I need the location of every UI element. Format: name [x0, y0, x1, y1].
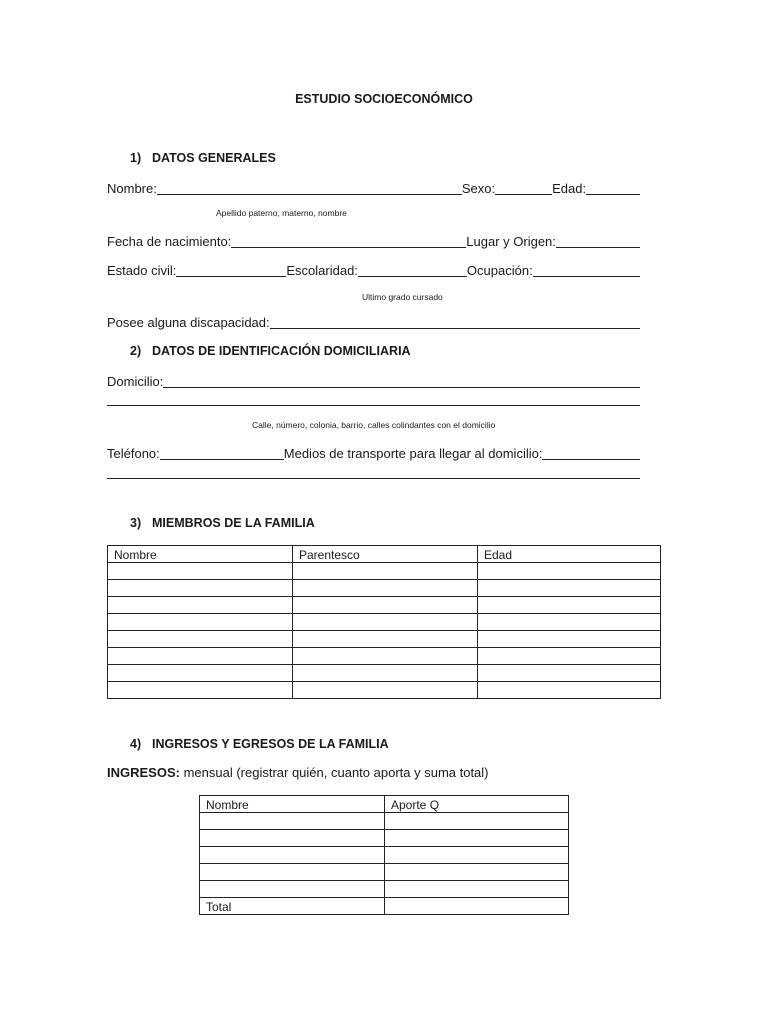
table-cell[interactable]	[293, 682, 478, 699]
lugar-origen-line[interactable]	[556, 234, 640, 248]
escolaridad-hint: Ultimo grado cursado	[362, 292, 443, 302]
table-cell[interactable]	[478, 631, 661, 648]
row-nombre	[107, 178, 640, 196]
table-row	[200, 881, 569, 898]
table-cell[interactable]	[293, 580, 478, 597]
table-cell[interactable]	[478, 563, 661, 580]
sexo-line[interactable]	[495, 181, 552, 195]
table-cell[interactable]	[293, 665, 478, 682]
total-cell[interactable]	[385, 898, 569, 915]
section-number: 2)	[130, 344, 142, 358]
table-cell[interactable]	[293, 631, 478, 648]
domicilio-line[interactable]	[163, 374, 640, 388]
table-cell[interactable]	[108, 665, 293, 682]
table-cell[interactable]	[293, 648, 478, 665]
row-telefono	[107, 443, 640, 461]
transporte-line[interactable]	[542, 446, 640, 460]
telefono-label: Teléfono:	[107, 446, 160, 461]
table-cell[interactable]	[385, 847, 569, 864]
table-row	[108, 580, 661, 597]
table-cell[interactable]	[108, 563, 293, 580]
table-cell[interactable]	[108, 631, 293, 648]
table-row	[108, 665, 661, 682]
table-row	[200, 864, 569, 881]
domicilio-label: Domicilio:	[107, 374, 164, 389]
familia-table	[107, 545, 661, 699]
estado-civil-label: Estado civil:	[107, 263, 177, 278]
table-row	[200, 847, 569, 864]
row-discapacidad	[107, 312, 640, 330]
table-cell[interactable]	[293, 597, 478, 614]
header-edad: Edad	[478, 546, 661, 563]
section-identificacion-domiciliaria	[130, 344, 411, 358]
table-row	[108, 682, 661, 699]
section-miembros-familia	[130, 516, 315, 530]
header-aporte: Aporte Q	[385, 796, 569, 813]
section-label: INGRESOS Y EGRESOS DE LA FAMILIA	[152, 737, 389, 751]
sexo-label: Sexo:	[461, 181, 496, 196]
section-label: DATOS DE IDENTIFICACIÓN DOMICILIARIA	[152, 344, 411, 358]
table-row	[108, 648, 661, 665]
domicilio-hint: Calle, número, colonia, barrio, calles colindantes con el domicilio	[252, 420, 496, 430]
ingresos-text: mensual (registrar quién, cuanto aporta y suma total)	[179, 765, 489, 780]
table-cell[interactable]	[293, 563, 478, 580]
nombre-label: Nombre:	[107, 181, 157, 196]
table-cell[interactable]	[200, 847, 385, 864]
table-cell[interactable]	[293, 614, 478, 631]
table-cell[interactable]	[385, 830, 569, 847]
section-number: 4)	[130, 737, 142, 751]
header-parentesco: Parentesco	[293, 546, 478, 563]
total-label: Total	[200, 898, 385, 915]
table-row	[108, 597, 661, 614]
row-estado-civil	[107, 260, 640, 278]
document-title: ESTUDIO SOCIOECONÓMICO	[295, 92, 473, 106]
header-nombre: Nombre	[108, 546, 293, 563]
table-cell[interactable]	[200, 881, 385, 898]
table-cell[interactable]	[200, 813, 385, 830]
section-ingresos-egresos	[130, 737, 389, 751]
fecha-nacimiento-label: Fecha de nacimiento:	[107, 234, 232, 249]
discapacidad-line[interactable]	[270, 315, 640, 329]
table-row	[108, 563, 661, 580]
section-number: 1)	[130, 151, 142, 165]
table-header-row	[108, 546, 661, 563]
table-cell[interactable]	[108, 580, 293, 597]
ingresos-label: INGRESOS:	[107, 765, 180, 780]
discapacidad-label: Posee alguna discapacidad:	[107, 315, 270, 330]
section-label: MIEMBROS DE LA FAMILIA	[152, 516, 315, 530]
table-row	[200, 830, 569, 847]
lugar-origen-label: Lugar y Origen:	[466, 234, 556, 249]
table-cell[interactable]	[200, 864, 385, 881]
section-label: DATOS GENERALES	[152, 151, 276, 165]
section-datos-generales	[130, 151, 276, 165]
table-cell[interactable]	[108, 614, 293, 631]
table-cell[interactable]	[478, 597, 661, 614]
table-cell[interactable]	[478, 682, 661, 699]
table-row	[200, 813, 569, 830]
estado-civil-line[interactable]	[176, 263, 286, 277]
row-fecha-nacimiento	[107, 231, 640, 249]
table-cell[interactable]	[108, 682, 293, 699]
table-cell[interactable]	[385, 881, 569, 898]
nombre-line[interactable]	[157, 181, 462, 195]
table-cell[interactable]	[108, 648, 293, 665]
edad-line[interactable]	[586, 181, 640, 195]
section-number: 3)	[130, 516, 142, 530]
nombre-hint: Apellido paterno, materno, nombre	[216, 208, 347, 218]
table-cell[interactable]	[478, 648, 661, 665]
ocupacion-line[interactable]	[533, 263, 640, 277]
table-cell[interactable]	[478, 665, 661, 682]
table-cell[interactable]	[478, 580, 661, 597]
header-nombre: Nombre	[200, 796, 385, 813]
table-cell[interactable]	[108, 597, 293, 614]
edad-label: Edad:	[552, 181, 587, 196]
domicilio-line-2[interactable]	[107, 405, 640, 406]
table-cell[interactable]	[385, 813, 569, 830]
table-cell[interactable]	[385, 864, 569, 881]
table-cell[interactable]	[478, 614, 661, 631]
ingresos-description	[107, 765, 489, 780]
table-header-row	[200, 796, 569, 813]
telefono-line[interactable]	[160, 446, 284, 460]
table-row	[108, 631, 661, 648]
transporte-label: Medios de transporte para llegar al domicilio:	[283, 446, 543, 461]
ingresos-table	[199, 795, 569, 915]
fecha-nacimiento-line[interactable]	[231, 234, 466, 248]
escolaridad-line[interactable]	[358, 263, 467, 277]
table-row	[108, 614, 661, 631]
escolaridad-label: Escolaridad:	[286, 263, 358, 278]
total-row	[200, 898, 569, 915]
row-domicilio	[107, 371, 640, 389]
transporte-line-2[interactable]	[107, 478, 640, 479]
ocupacion-label: Ocupación:	[466, 263, 533, 278]
table-cell[interactable]	[200, 830, 385, 847]
